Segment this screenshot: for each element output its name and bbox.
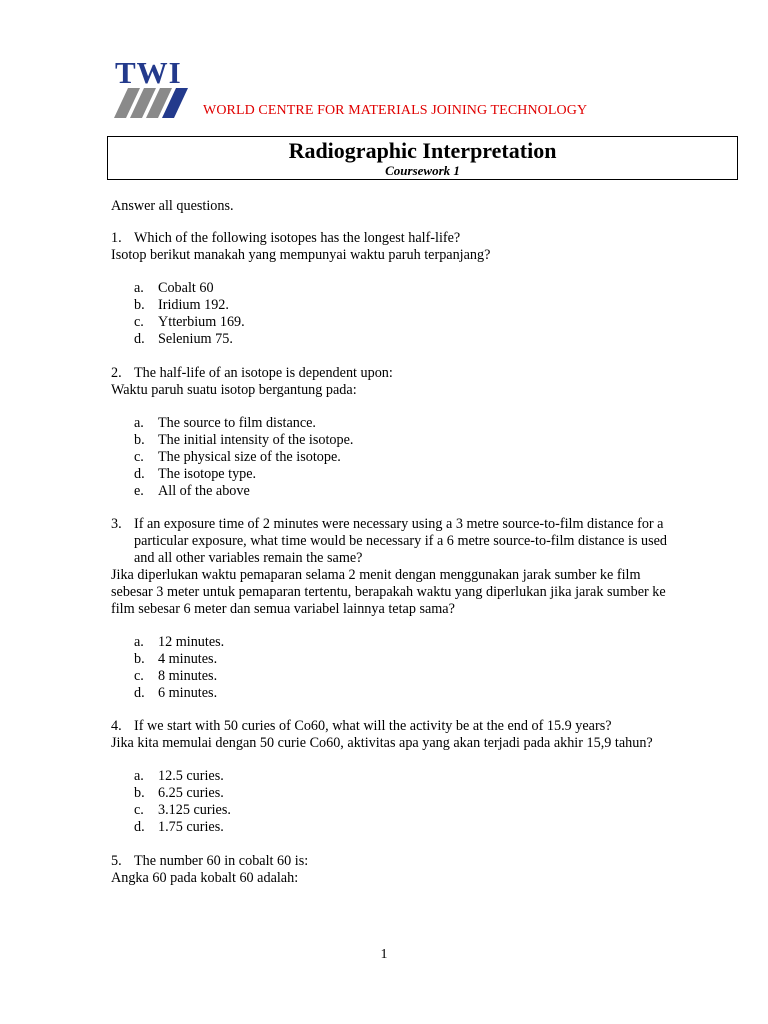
option-text: 6 minutes.	[158, 685, 218, 701]
option-letter: c.	[134, 668, 144, 684]
option-letter: d.	[134, 685, 145, 701]
option-letter: c.	[134, 802, 144, 818]
option-text: 8 minutes.	[158, 668, 218, 684]
page-number: 1	[380, 947, 388, 962]
question-text-line: particular exposure, what time would be necessary if a 6 metre source-to-film distance is used	[134, 533, 668, 549]
page-subtitle: Coursework 1	[385, 163, 460, 178]
question-text: The number 60 in cobalt 60 is:	[134, 853, 309, 869]
option-letter: b.	[134, 651, 145, 667]
question-text: If we start with 50 curies of Co60, what will the activity be at the end of 15.9 years?	[134, 718, 612, 734]
intro-text: Answer all questions.	[111, 198, 234, 214]
question-translation-line: film sebesar 6 meter dan semua variabel lainnya tetap sama?	[111, 601, 455, 617]
option-text: The physical size of the isotope.	[158, 449, 341, 465]
option-letter: b.	[134, 432, 145, 448]
option-text: 3.125 curies.	[158, 802, 231, 818]
option-letter: a.	[134, 634, 144, 650]
question-translation: Isotop berikut manakah yang mempunyai waktu paruh terpanjang?	[111, 247, 491, 263]
option-text: 4 minutes.	[158, 651, 218, 667]
option-letter: d.	[134, 331, 145, 347]
option-text: The source to film distance.	[158, 415, 316, 431]
option-text: Iridium 192.	[158, 297, 229, 313]
option-letter: a.	[134, 415, 144, 431]
option-text: 12.5 curies.	[158, 768, 224, 784]
option-text: All of the above	[158, 483, 250, 499]
option-letter: c.	[134, 314, 144, 330]
option-text: 6.25 curies.	[158, 785, 224, 801]
option-letter: b.	[134, 297, 145, 313]
option-text: 1.75 curies.	[158, 819, 224, 835]
option-text: The initial intensity of the isotope.	[158, 432, 354, 448]
option-letter: e.	[134, 483, 144, 499]
question-translation: Jika kita memulai dengan 50 curie Co60, aktivitas apa yang akan terjadi pada akhir 15,9 tahun?	[111, 735, 653, 751]
option-text: Selenium 75.	[158, 331, 233, 347]
option-text: Cobalt 60	[158, 280, 214, 296]
option-letter: c.	[134, 449, 144, 465]
option-letter: d.	[134, 466, 145, 482]
question-number: 4.	[111, 718, 122, 734]
tagline: WORLD CENTRE FOR MATERIALS JOINING TECHNOLOGY	[203, 103, 588, 118]
title-box	[107, 136, 738, 180]
question-text-line: If an exposure time of 2 minutes were necessary using a 3 metre source-to-film distance for a	[134, 516, 664, 532]
twi-logo	[112, 57, 192, 121]
question-text: Which of the following isotopes has the longest half-life?	[134, 230, 461, 246]
logo-wordmark: TWI	[115, 55, 182, 90]
option-letter: a.	[134, 280, 144, 296]
question-number: 2.	[111, 365, 122, 381]
question-translation: Waktu paruh suatu isotop bergantung pada:	[111, 382, 357, 398]
option-letter: b.	[134, 785, 145, 801]
option-letter: a.	[134, 768, 144, 784]
option-letter: d.	[134, 819, 145, 835]
question-text: The half-life of an isotope is dependent upon:	[134, 365, 393, 381]
question-translation-line: Jika diperlukan waktu pemaparan selama 2 menit dengan menggunakan jarak sumber ke film	[111, 567, 641, 583]
question-number: 5.	[111, 853, 122, 869]
option-text: Ytterbium 169.	[158, 314, 245, 330]
page-title: Radiographic Interpretation	[288, 138, 557, 163]
option-text: The isotope type.	[158, 466, 257, 482]
question-translation: Angka 60 pada kobalt 60 adalah:	[111, 870, 299, 886]
option-text: 12 minutes.	[158, 634, 225, 650]
question-translation-line: sebesar 3 meter untuk pemaparan tertentu, berapakah waktu yang diperlukan jika jarak sumber ke	[111, 584, 666, 600]
question-number: 3.	[111, 516, 122, 532]
question-text-line: and all other variables remain the same?	[134, 550, 363, 566]
question-number: 1.	[111, 230, 122, 246]
logo-stripes-icon	[114, 88, 190, 118]
